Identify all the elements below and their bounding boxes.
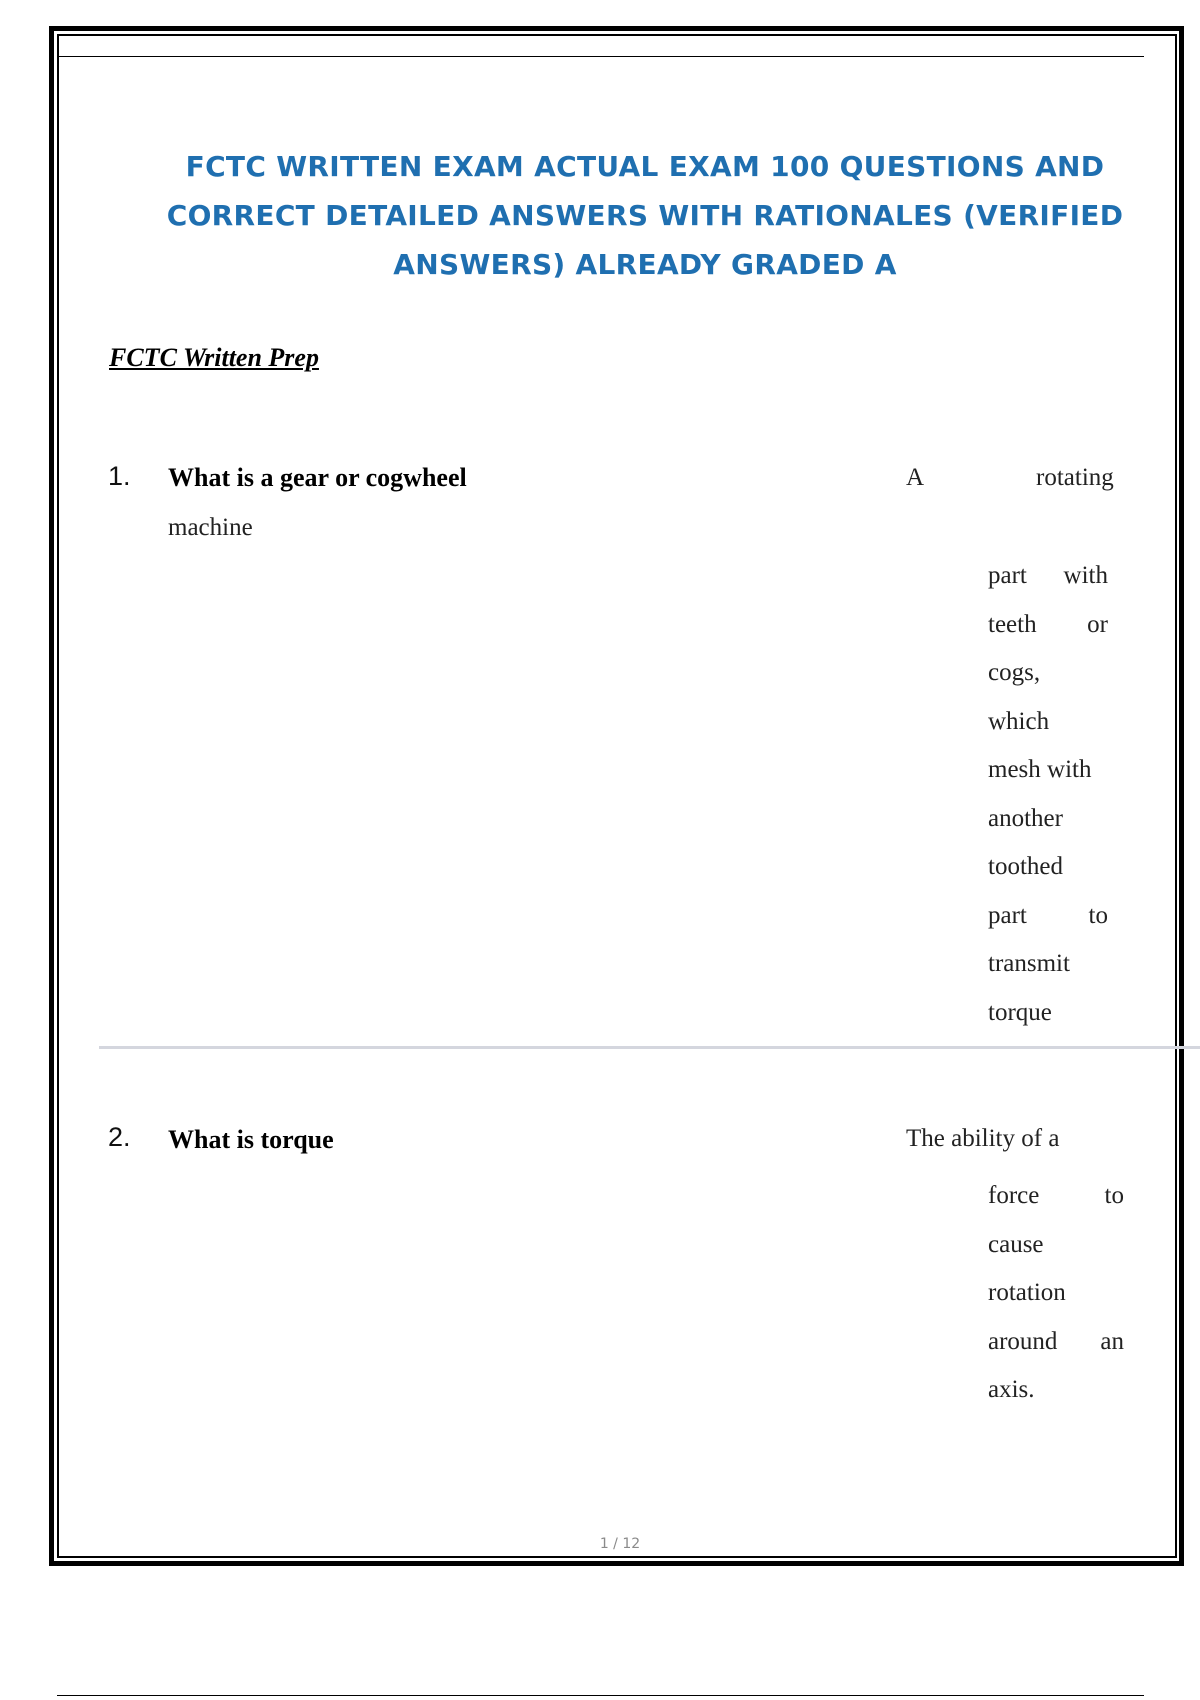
answer-word: part <box>988 562 1027 589</box>
answer-line <box>988 1172 1124 1221</box>
header-rule <box>57 56 1144 57</box>
question-1-answer <box>988 552 1108 1037</box>
answer-line <box>988 795 1108 844</box>
answer-word: mesh with <box>988 756 1092 783</box>
answer-word: another <box>988 804 1063 832</box>
section-heading: FCTC Written Prep <box>109 343 319 372</box>
question-2-number: 2. <box>108 1122 131 1152</box>
answer-line <box>988 1269 1124 1318</box>
question-1-number: 1. <box>108 461 131 491</box>
answer-word: part <box>988 901 1027 929</box>
answer-line <box>988 552 1108 601</box>
answer-word: to <box>1104 1182 1124 1209</box>
answer-line <box>988 892 1108 941</box>
question-2-answer <box>988 1172 1124 1415</box>
answer-line <box>988 1318 1124 1367</box>
answer-word: with <box>1063 562 1108 589</box>
document-title: FCTC WRITTEN EXAM ACTUAL EXAM 100 QUESTIONS AND CORRECT DETAILED ANSWERS WITH RATIONALES (VERIFIED ANSWERS) ALREADY GRADED A <box>166 150 1124 281</box>
answer-line <box>988 746 1108 795</box>
answer-word: cogs, <box>988 659 1041 686</box>
question-1-answer-continuation: machine <box>168 514 253 541</box>
answer-word: force <box>988 1182 1040 1209</box>
answer-word: which <box>988 707 1050 735</box>
answer-word: an <box>1100 1327 1124 1355</box>
answer-word: cause <box>988 1230 1044 1258</box>
answer-word: to <box>1088 901 1108 929</box>
next-page-header-rule <box>57 1695 1144 1696</box>
question-1-text: What is a gear or cogwheel <box>168 463 467 492</box>
question-2-text: What is torque <box>168 1125 334 1154</box>
answer-line <box>988 843 1108 892</box>
answer-line <box>988 698 1108 747</box>
answer-line <box>988 1221 1124 1270</box>
answer-word: rotation <box>988 1279 1066 1306</box>
answer-word: torque <box>988 998 1052 1026</box>
answer-line <box>988 1366 1124 1415</box>
question-divider <box>99 1046 1200 1049</box>
answer-line <box>988 940 1108 989</box>
answer-word: teeth <box>988 610 1037 638</box>
question-2-answer-lead: The ability of a <box>906 1125 1060 1152</box>
answer-line <box>988 601 1108 650</box>
answer-word: transmit <box>988 950 1070 977</box>
answer-word: or <box>1087 610 1108 638</box>
question-1-answer-lead-left: A <box>906 464 925 491</box>
answer-word: axis. <box>988 1376 1035 1403</box>
answer-line <box>988 989 1108 1038</box>
question-1-answer-lead-right: rotating <box>1036 464 1114 491</box>
answer-word: around <box>988 1327 1058 1355</box>
answer-line <box>988 649 1108 698</box>
page-indicator: 1 / 12 <box>599 1536 641 1552</box>
answer-word: toothed <box>988 853 1063 880</box>
